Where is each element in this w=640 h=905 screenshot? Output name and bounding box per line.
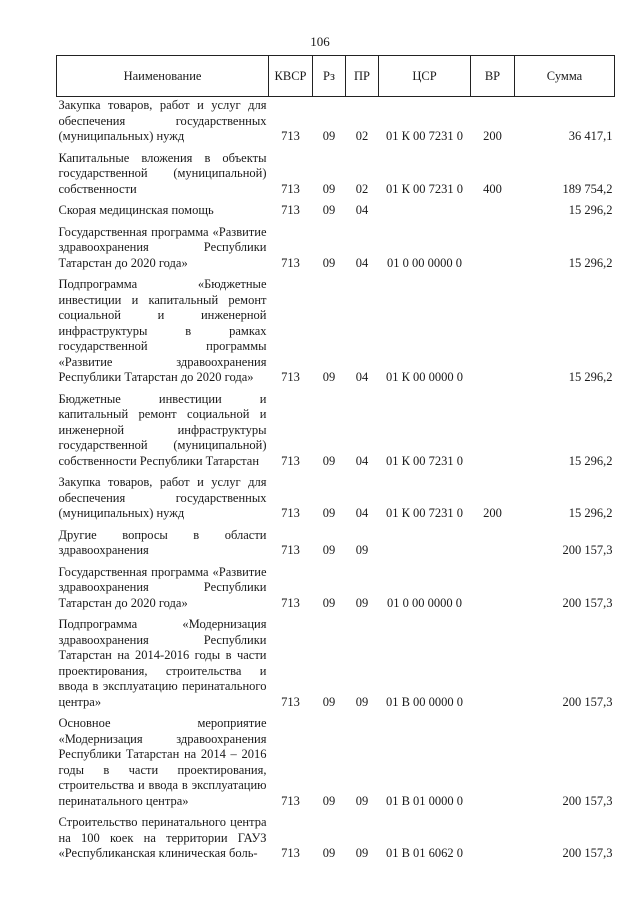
row-sum: 15 296,2: [568, 453, 613, 468]
row-rz: 09: [322, 255, 336, 270]
row-name: Закупка товаров, работ и услуг для обеспечения государственных (муниципальных) нужд: [58, 98, 267, 143]
row-csr: 01 К 00 7231 0: [385, 453, 464, 468]
row-kvsr: 713: [281, 846, 300, 860]
table-row: [57, 202, 615, 224]
row-vr: [471, 814, 515, 867]
row-name: Закупка товаров, работ и услуг для обеспечения государственных (муниципальных) нужд: [58, 475, 267, 520]
row-rz: 09: [322, 129, 336, 143]
row-csr: [379, 527, 471, 564]
row-kvsr: 713: [281, 543, 300, 557]
row-rz: 09: [322, 595, 336, 610]
row-csr: 01 В 00 0000 0: [385, 694, 464, 709]
row-pr: 04: [355, 203, 369, 217]
row-kvsr: 713: [281, 793, 300, 808]
row-name: Капитальные вложения в объекты государственной (муниципальной) собственности: [58, 150, 267, 196]
header-kvsr: КВСР: [269, 56, 313, 97]
budget-table: [56, 55, 615, 867]
row-name: Подпрограмма «Модернизация здравоохранения Республики Татарстан на 2014-2016 годы в части проектирования, строительства и ввода в эксплуатацию перинатального центра»: [58, 617, 267, 709]
row-rz: 09: [322, 181, 336, 196]
row-pr: 02: [355, 181, 369, 196]
table-row: [57, 527, 615, 564]
row-pr: 09: [355, 543, 369, 557]
row-csr: 01 К 00 0000 0: [385, 370, 464, 384]
table-row: [57, 564, 615, 617]
row-csr: 01 К 00 7231 0: [385, 129, 464, 143]
row-kvsr: 713: [281, 370, 300, 384]
row-rz: 09: [322, 543, 336, 557]
table-row: [57, 814, 615, 867]
row-rz: 09: [322, 846, 336, 860]
row-vr: 400: [483, 181, 502, 196]
row-pr: 04: [355, 506, 369, 520]
page-number: 106: [310, 34, 330, 49]
table-row: [57, 224, 615, 277]
row-pr: 02: [355, 129, 369, 143]
table-body: [57, 97, 615, 867]
header-name: Наименование: [57, 56, 269, 97]
table-row: [57, 715, 615, 814]
row-vr: 200: [483, 129, 502, 143]
row-vr: [471, 202, 515, 224]
row-vr: 200: [483, 506, 502, 520]
row-sum: 15 296,2: [568, 506, 613, 520]
row-vr: [471, 527, 515, 564]
row-rz: 09: [322, 453, 336, 468]
row-sum: 200 157,3: [562, 595, 613, 610]
row-csr: [379, 202, 471, 224]
row-vr: [471, 276, 515, 391]
row-sum: 15 296,2: [568, 370, 613, 384]
row-csr: 01 К 00 7231 0: [385, 181, 464, 196]
header-sum: Сумма: [515, 56, 615, 97]
row-pr: 04: [355, 370, 369, 384]
row-kvsr: 713: [281, 595, 300, 610]
header-rz: Рз: [313, 56, 346, 97]
row-rz: 09: [322, 370, 336, 384]
row-kvsr: 713: [281, 203, 300, 217]
row-vr: [471, 564, 515, 617]
row-kvsr: 713: [281, 129, 300, 143]
row-vr: [471, 715, 515, 814]
row-kvsr: 713: [281, 255, 300, 270]
row-name: Другие вопросы в области здравоохранения: [58, 527, 267, 557]
row-name: Государственная программа «Развитие здравоохранения Республики Татарстан до 2020 года»: [58, 224, 267, 270]
row-sum: 15 296,2: [568, 255, 613, 270]
row-rz: 09: [322, 793, 336, 808]
row-sum: 36 417,1: [568, 129, 613, 143]
row-sum: 200 157,3: [562, 694, 613, 709]
row-vr: [471, 224, 515, 277]
row-sum: 200 157,3: [562, 793, 613, 808]
table-row: [57, 150, 615, 203]
table-row: [57, 391, 615, 475]
row-pr: 09: [355, 595, 369, 610]
row-vr: [471, 391, 515, 475]
table-row: [57, 616, 615, 715]
table-row: [57, 276, 615, 391]
row-kvsr: 713: [281, 506, 300, 520]
row-kvsr: 713: [281, 694, 300, 709]
header-pr: ПР: [346, 56, 379, 97]
row-csr: 01 В 01 6062 0: [385, 846, 464, 860]
row-pr: 04: [355, 453, 369, 468]
row-name: Подпрограмма «Бюджетные инвестиции и капитальный ремонт социальной и инженерной инфраструктуры в рамках государственной программы «Развитие здравоохранения Республики Татарстан до 2020 года»: [58, 277, 267, 384]
row-rz: 09: [322, 506, 336, 520]
row-kvsr: 713: [281, 453, 300, 468]
row-name: Бюджетные инвестиции и капитальный ремонт социальной и инженерной инфраструктуры государственной (муниципальной) собственности Республики Татарстан: [58, 391, 267, 468]
row-csr: 01 К 00 7231 0: [385, 506, 464, 520]
row-pr: 09: [355, 793, 369, 808]
table-row: [57, 97, 615, 150]
row-vr: [471, 616, 515, 715]
row-pr: 09: [355, 846, 369, 860]
row-sum: 200 157,3: [562, 543, 613, 557]
row-csr: 01 В 01 0000 0: [385, 793, 464, 808]
row-name: Строительство перинатального центра на 100 коек на территории ГАУЗ «Республиканская клиническая боль-: [58, 815, 267, 860]
header-vr: ВР: [471, 56, 515, 97]
row-name: Скорая медицинская помощь: [58, 203, 214, 217]
row-sum: 15 296,2: [568, 203, 613, 217]
table-header: [57, 56, 615, 97]
row-sum: 200 157,3: [562, 846, 613, 860]
table-row: [57, 474, 615, 527]
row-name: Основное мероприятие «Модернизация здравоохранения Республики Татарстан на 2014 – 2016 годы в части проектирования, строительства и ввода в эксплуатацию перинатального центра»: [58, 716, 267, 808]
row-pr: 09: [355, 694, 369, 709]
row-rz: 09: [322, 203, 336, 217]
row-csr: 01 0 00 0000 0: [387, 595, 462, 610]
row-pr: 04: [355, 255, 369, 270]
header-csr: ЦСР: [379, 56, 471, 97]
row-name: Государственная программа «Развитие здравоохранения Республики Татарстан до 2020 года»: [58, 564, 267, 610]
row-sum: 189 754,2: [562, 181, 613, 196]
row-rz: 09: [322, 694, 336, 709]
row-kvsr: 713: [281, 181, 300, 196]
row-csr: 01 0 00 0000 0: [387, 255, 462, 270]
